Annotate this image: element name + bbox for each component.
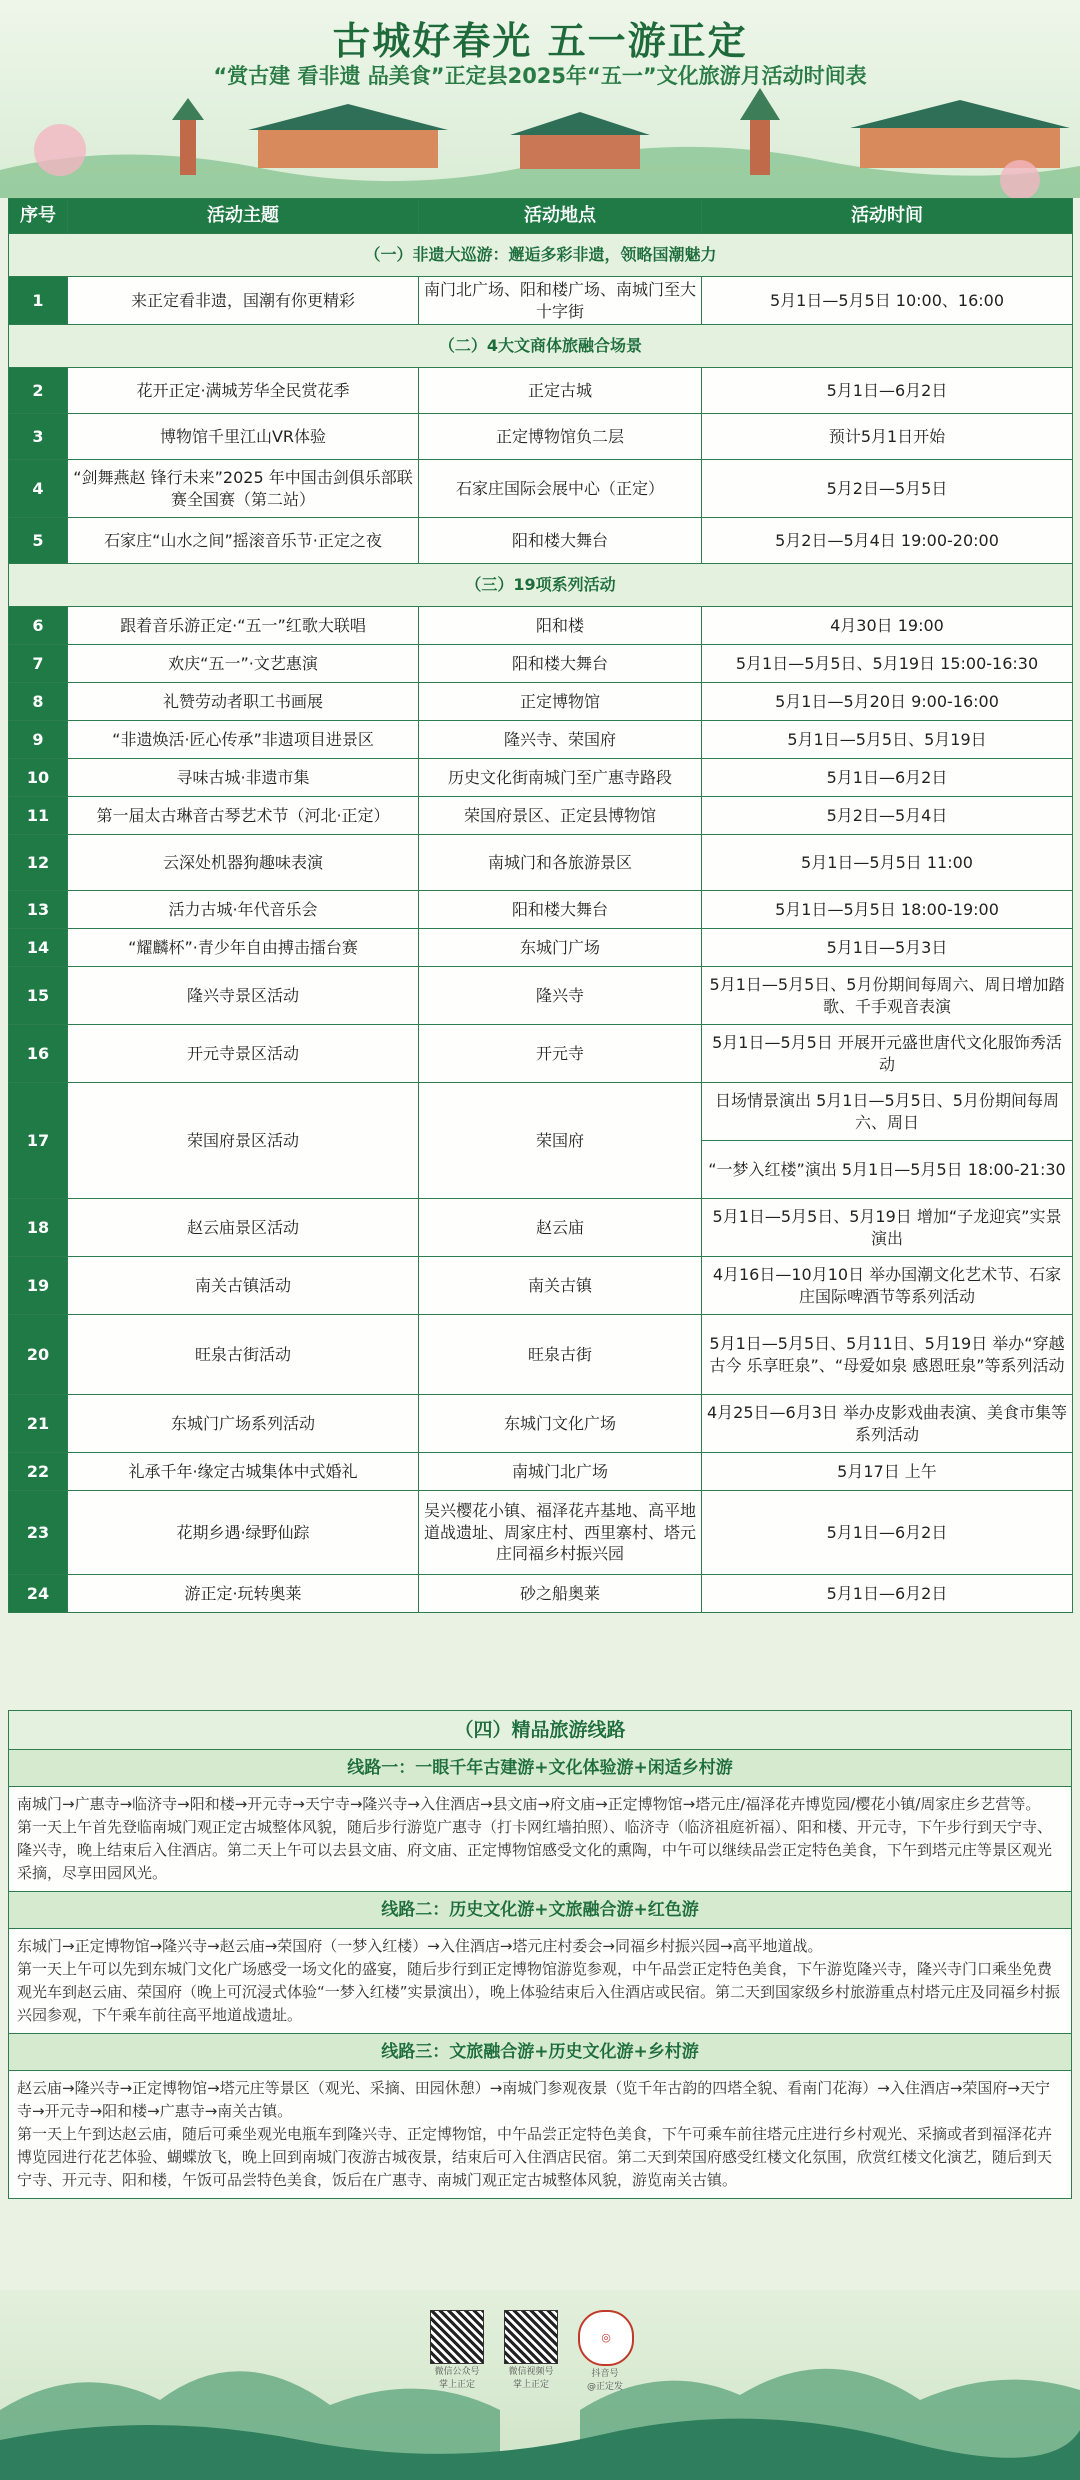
qr-caption: 微信公众号 [434, 2367, 480, 2377]
table-row [9, 277, 1073, 325]
row-place: 荣国府景区、正定县博物馆 [419, 797, 702, 835]
douyin-logo-icon: ◎ [578, 2310, 634, 2366]
row-time: 5月1日—5月5日、5月份期间每周六、周日增加踏歌、千手观音表演 [702, 967, 1073, 1025]
row-time: 5月1日—6月2日 [702, 759, 1073, 797]
row-number: 1 [9, 277, 68, 325]
header-banner [0, 0, 1080, 198]
row-number: 4 [9, 460, 68, 518]
page-subtitle: “赏古建 看非遗 品美食”正定县2025年“五一”文化旅游月活动时间表 [213, 64, 867, 88]
row-time: 5月2日—5月4日 [702, 797, 1073, 835]
row-time: 4月16日—10月10日 举办国潮文化艺术节、石家庄国际啤酒节等系列活动 [702, 1257, 1073, 1315]
row-time: 4月30日 19:00 [702, 607, 1073, 645]
row-place: 隆兴寺 [419, 967, 702, 1025]
row-theme: “剑舞燕赵 锋行未来”2025 年中国击剑俱乐部联赛全国赛（第二站） [68, 460, 419, 518]
row-place: 阳和楼大舞台 [419, 645, 702, 683]
row-time: 5月1日—5月5日、5月19日 增加“子龙迎宾”实景演出 [702, 1199, 1073, 1257]
table-row [9, 645, 1073, 683]
table-row [9, 1575, 1073, 1613]
column-header-time: 活动时间 [702, 199, 1073, 234]
route-3-title: 线路三：文旅融合游+历史文化游+乡村游 [8, 2034, 1072, 2071]
column-header-place: 活动地点 [419, 199, 702, 234]
row-theme: 南关古镇活动 [68, 1257, 419, 1315]
row-theme: 隆兴寺景区活动 [68, 967, 419, 1025]
row-number: 10 [9, 759, 68, 797]
row-number: 8 [9, 683, 68, 721]
row-place: 东城门广场 [419, 929, 702, 967]
row-place: 赵云庙 [419, 1199, 702, 1257]
row-time: 5月1日—5月20日 9:00-16:00 [702, 683, 1073, 721]
row-theme: 游正定·玩转奥莱 [68, 1575, 419, 1613]
qr-caption: 微信视频号 [508, 2367, 554, 2377]
section-row-heritage [9, 234, 1073, 277]
row-theme: 博物馆千里江山VR体验 [68, 414, 419, 460]
route-2-title: 线路二：历史文化游+文旅融合游+红色游 [8, 1892, 1072, 1929]
row-number: 5 [9, 518, 68, 564]
table-row [9, 797, 1073, 835]
row-place: 南城门北广场 [419, 1453, 702, 1491]
ancient-buildings-illustration [0, 80, 1080, 198]
row-time: 预计5月1日开始 [702, 414, 1073, 460]
row-time: 5月1日—5月5日 开展开元盛世唐代文化服饰秀活动 [702, 1025, 1073, 1083]
row-theme: 云深处机器狗趣味表演 [68, 835, 419, 891]
row-number: 21 [9, 1395, 68, 1453]
row-theme: “耀麟杯”·青少年自由搏击擂台赛 [68, 929, 419, 967]
row-place: 南关古镇 [419, 1257, 702, 1315]
qr-douyin[interactable] [578, 2310, 632, 2392]
row-place: 正定古城 [419, 368, 702, 414]
qr-code-icon [504, 2310, 558, 2364]
row-theme: 第一届太古琳音古琴艺术节（河北·正定） [68, 797, 419, 835]
table-row [9, 414, 1073, 460]
qr-caption: 抖音号 [591, 2369, 619, 2379]
footer-mountains [0, 2290, 1080, 2480]
row-number: 15 [9, 967, 68, 1025]
row-number: 16 [9, 1025, 68, 1083]
table-row [9, 967, 1073, 1025]
section-row-scenes [9, 325, 1073, 368]
section-row-series [9, 564, 1073, 607]
route-3-body [8, 2071, 1072, 2199]
page-title: 古城好春光 五一游正定 [332, 19, 748, 63]
row-theme: 礼赞劳动者职工书画展 [68, 683, 419, 721]
row-number: 23 [9, 1491, 68, 1575]
row-place: 历史文化街南城门至广惠寺路段 [419, 759, 702, 797]
table-row [9, 721, 1073, 759]
table-row [9, 518, 1073, 564]
row-time: 5月1日—5月5日 11:00 [702, 835, 1073, 891]
row-time: 5月1日—6月2日 [702, 1491, 1073, 1575]
row-time: 5月2日—5月4日 19:00-20:00 [702, 518, 1073, 564]
row-theme: 寻味古城·非遗市集 [68, 759, 419, 797]
table-row [9, 460, 1073, 518]
row-theme: 来正定看非遗，国潮有你更精彩 [68, 277, 419, 325]
row-number: 18 [9, 1199, 68, 1257]
row-time: 5月1日—6月2日 [702, 368, 1073, 414]
route-3-path: 赵云庙→隆兴寺→正定博物馆→塔元庄等景区（观光、采摘、田园休憩）→南城门参观夜景（览千年古韵的四塔全貌、看南门花海）→入住酒店→荣国府→天宁寺→开元寺→阳和楼→广惠寺→南关古镇。 [17, 2079, 1050, 2120]
row-time: 5月17日 上午 [702, 1453, 1073, 1491]
table-row [9, 1395, 1073, 1453]
row-time: 5月1日—5月5日、5月19日 15:00-16:30 [702, 645, 1073, 683]
row-time: 5月1日—5月5日 10:00、16:00 [702, 277, 1073, 325]
row-number: 19 [9, 1257, 68, 1315]
row-time: 5月1日—6月2日 [702, 1575, 1073, 1613]
row-number: 2 [9, 368, 68, 414]
row-time: 5月1日—5月5日、5月19日 [702, 721, 1073, 759]
row-number: 13 [9, 891, 68, 929]
table-row [9, 929, 1073, 967]
row-time: 5月1日—5月5日 18:00-19:00 [702, 891, 1073, 929]
route-1-body [8, 1787, 1072, 1892]
row-theme: 花期乡遇·绿野仙踪 [68, 1491, 419, 1575]
column-header-number: 序号 [9, 199, 68, 234]
route-3-description: 第一天上午到达赵云庙，随后可乘坐观光电瓶车到隆兴寺、正定博物馆，中午品尝正定特色美食，下午可乘车前往塔元庄进行乡村观光、采摘或者到福泽花卉博览园进行花艺体验、蝴蝶放飞，晚上回到南城门夜游古城夜景，结束后可入住酒店民宿。第二天到荣国府感受红楼文化氛围，欣赏红楼文化演艺，随后到天宁寺、开元寺、阳和楼，午饭可品尝特色美食，饭后在广惠寺、南城门观正定古城整体风貌，游览南关古镇。 [17, 2125, 1053, 2189]
section-title: （一）非遗大巡游：邂逅多彩非遗，领略国潮魅力 [9, 234, 1073, 277]
table-row [9, 1315, 1073, 1395]
table-row [9, 835, 1073, 891]
qr-caption: @正定发 [586, 2382, 623, 2392]
row-time: 日场情景演出 5月1日—5月5日、5月份期间每周六、周日 [702, 1083, 1073, 1141]
row-place: 阳和楼大舞台 [419, 891, 702, 929]
row-place: 南城门和各旅游景区 [419, 835, 702, 891]
route-2-description: 第一天上午可以先到东城门文化广场感受一场文化的盛宴，随后步行到正定博物馆游览参观，中午品尝正定特色美食，下午游览隆兴寺，隆兴寺门口乘坐免费观光车到赵云庙、荣国府（晚上可沉浸式体验“一梦入红楼”实景演出），晚上体验结束后入住酒店或民宿。第二天到国家级乡村旅游重点村塔元庄及同福乡村振兴园参观，下午乘车前往高平地道战遗址。 [17, 1960, 1061, 2024]
row-theme: 花开正定·满城芳华全民赏花季 [68, 368, 419, 414]
row-number: 14 [9, 929, 68, 967]
row-number: 20 [9, 1315, 68, 1395]
row-number: 11 [9, 797, 68, 835]
row-theme: 跟着音乐游正定·“五一”红歌大联唱 [68, 607, 419, 645]
row-theme: 旺泉古街活动 [68, 1315, 419, 1395]
section-title: （二）4大文商体旅融合场景 [9, 325, 1073, 368]
row-place: 阳和楼大舞台 [419, 518, 702, 564]
qr-wechat-official[interactable] [430, 2310, 484, 2392]
row-number: 24 [9, 1575, 68, 1613]
row-place: 开元寺 [419, 1025, 702, 1083]
row-time: 4月25日—6月3日 举办皮影戏曲表演、美食市集等系列活动 [702, 1395, 1073, 1453]
qr-caption: 掌上正定 [512, 2380, 549, 2390]
row-time: 5月1日—5月5日、5月11日、5月19日 举办“穿越古今 乐享旺泉”、“母爱如泉 感恩旺泉”等系列活动 [702, 1315, 1073, 1395]
table-row [9, 1025, 1073, 1083]
row-theme: 东城门广场系列活动 [68, 1395, 419, 1453]
row-place: 正定博物馆 [419, 683, 702, 721]
row-theme: 赵云庙景区活动 [68, 1199, 419, 1257]
row-theme: “非遗焕活·匠心传承”非遗项目进景区 [68, 721, 419, 759]
row-theme: 礼承千年·缘定古城集体中式婚礼 [68, 1453, 419, 1491]
row-time: 5月1日—5月3日 [702, 929, 1073, 967]
row-number: 6 [9, 607, 68, 645]
table-row [9, 759, 1073, 797]
activity-schedule-table [8, 198, 1072, 1613]
route-2-body [8, 1929, 1072, 2034]
row-place: 阳和楼 [419, 607, 702, 645]
row-number: 17 [9, 1083, 68, 1199]
row-place: 旺泉古街 [419, 1315, 702, 1395]
qr-wechat-video[interactable] [504, 2310, 558, 2392]
routes-section-title: （四）精品旅游线路 [8, 1710, 1072, 1750]
qr-caption: 掌上正定 [438, 2380, 475, 2390]
row-time-evening: “一梦入红楼”演出 5月1日—5月5日 18:00-21:30 [702, 1141, 1073, 1199]
row-theme: 活力古城·年代音乐会 [68, 891, 419, 929]
row-number: 22 [9, 1453, 68, 1491]
table-row [9, 683, 1073, 721]
row-theme: 开元寺景区活动 [68, 1025, 419, 1083]
row-number: 12 [9, 835, 68, 891]
row-place: 东城门文化广场 [419, 1395, 702, 1453]
tour-routes-section [8, 1710, 1072, 2199]
row-time: 5月2日—5月5日 [702, 460, 1073, 518]
row-theme: 欢庆“五一”·文艺惠演 [68, 645, 419, 683]
row-place: 石家庄国际会展中心（正定） [419, 460, 702, 518]
table-row [9, 1199, 1073, 1257]
row-place: 南门北广场、阳和楼广场、南城门至大十字街 [419, 277, 702, 325]
row-place: 砂之船奥莱 [419, 1575, 702, 1613]
table-header-row [9, 199, 1073, 234]
row-place: 正定博物馆负二层 [419, 414, 702, 460]
row-theme: 石家庄“山水之间”摇滚音乐节·正定之夜 [68, 518, 419, 564]
table-row [9, 607, 1073, 645]
table-row [9, 891, 1073, 929]
route-1-path: 南城门→广惠寺→临济寺→阳和楼→开元寺→天宁寺→隆兴寺→入住酒店→县文庙→府文庙→正定博物馆→塔元庄/福泽花卉博览园/樱花小镇/周家庄乡艺营等。 [17, 1795, 1041, 1813]
row-place: 隆兴寺、荣国府 [419, 721, 702, 759]
row-number: 7 [9, 645, 68, 683]
section-title: （三）19项系列活动 [9, 564, 1073, 607]
table-row [9, 1083, 1073, 1141]
row-place: 荣国府 [419, 1083, 702, 1199]
table-row [9, 1491, 1073, 1575]
route-2-path: 东城门→正定博物馆→隆兴寺→赵云庙→荣国府（一梦入红楼）→入住酒店→塔元庄村委会→同福乡村振兴园→高平地道战。 [17, 1937, 823, 1955]
qr-code-icon [430, 2310, 484, 2364]
table-row [9, 1453, 1073, 1491]
column-header-theme: 活动主题 [68, 199, 419, 234]
route-1-description: 第一天上午首先登临南城门观正定古城整体风貌，随后步行游览广惠寺（打卡网红墙拍照）、临济寺（临济祖庭祈福）、阳和楼、开元寺，下午步行到天宁寺、隆兴寺，晚上结束后入住酒店。第二天上午可以去县文庙、府文庙、正定博物馆感受文化的熏陶，中午可以继续品尝正定特色美食，下午到塔元庄等景区观光采摘，尽享田园风光。 [17, 1818, 1053, 1882]
row-number: 3 [9, 414, 68, 460]
route-1-title: 线路一：一眼千年古建游+文化体验游+闲适乡村游 [8, 1750, 1072, 1787]
row-number: 9 [9, 721, 68, 759]
table-row [9, 1257, 1073, 1315]
row-place: 吴兴樱花小镇、福泽花卉基地、高平地道战遗址、周家庄村、西里寨村、塔元庄同福乡村振兴园 [419, 1491, 702, 1575]
row-theme: 荣国府景区活动 [68, 1083, 419, 1199]
qr-code-group [430, 2310, 632, 2392]
table-row [9, 368, 1073, 414]
